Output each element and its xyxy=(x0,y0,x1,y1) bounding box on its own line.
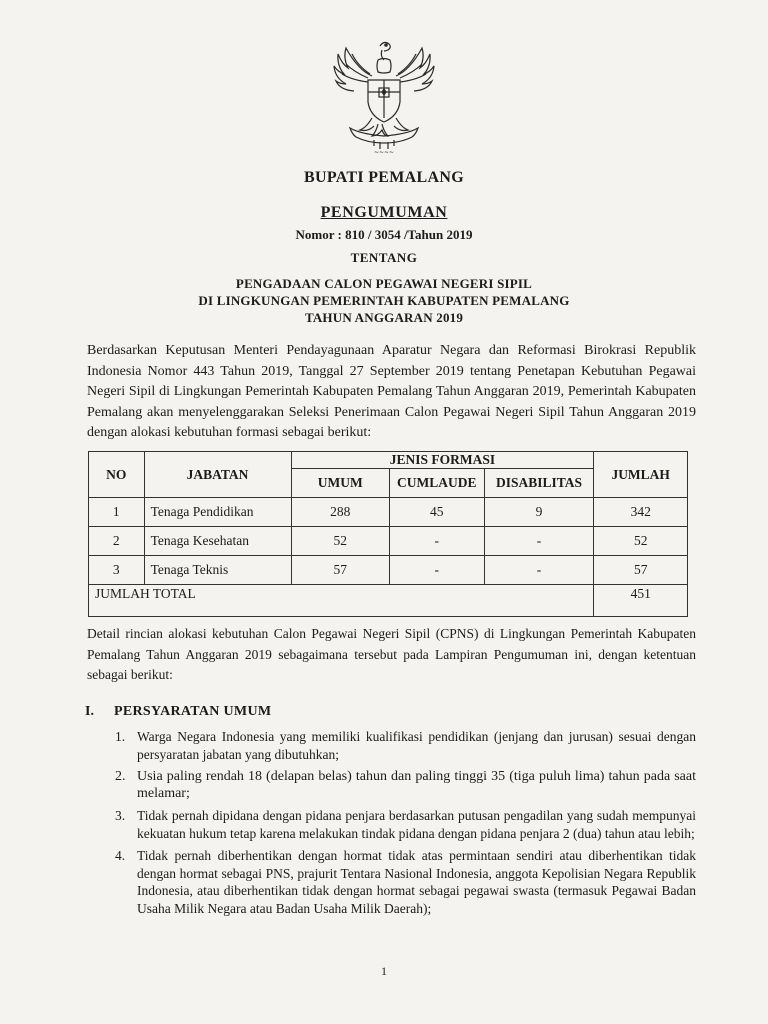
list-item xyxy=(110,768,696,804)
total-value: 451 xyxy=(594,585,688,617)
section-heading xyxy=(85,704,271,720)
about-label: TENTANG xyxy=(350,250,418,265)
table-row xyxy=(89,498,688,527)
section-title: PERSYARATAN UMUM xyxy=(114,704,272,719)
section-number: I. xyxy=(85,704,94,719)
subject-line-1: PENGADAAN CALON PEGAWAI NEGERI SIPIL xyxy=(235,276,533,291)
garuda-emblem-icon xyxy=(328,36,440,158)
detail-paragraph: Detail rincian alokasi kebutuhan Calon Pegawai Negeri Sipil (CPNS) di Lingkungan Pemerintah Kabupaten Pemalang Tahun Anggaran 2019 sebagaimana tersebut pada Lampiran Pengumuman ini, dengan ketentuan sebagai berikut: xyxy=(87,626,696,682)
authority-title: BUPATI PEMALANG xyxy=(304,169,464,186)
cell-disabilitas: 9 xyxy=(484,498,594,527)
item-number: 3. xyxy=(115,808,126,824)
item-number: 4. xyxy=(115,847,126,863)
cell-umum: 288 xyxy=(291,498,389,527)
subject-line-2: DI LINGKUNGAN PEMERINTAH KABUPATEN PEMALANG xyxy=(198,293,570,308)
cell-jumlah: 342 xyxy=(594,498,688,527)
subject-line-3: TAHUN ANGGARAN 2019 xyxy=(304,310,464,325)
cell-jumlah: 57 xyxy=(594,556,688,585)
cell-cumlaude: 45 xyxy=(389,498,484,527)
list-item xyxy=(110,728,696,764)
col-header-no: NO xyxy=(89,452,145,498)
page-number: 1 xyxy=(381,964,387,978)
list-item xyxy=(110,807,696,843)
item-number: 2. xyxy=(115,768,126,784)
cell-jabatan: Tenaga Teknis xyxy=(144,556,291,585)
requirements-list xyxy=(110,728,696,922)
cell-disabilitas: - xyxy=(484,527,594,556)
table-total-row xyxy=(89,585,688,617)
svg-text:~~~~: ~~~~ xyxy=(373,149,395,156)
col-header-umum: UMUM xyxy=(291,469,389,498)
col-header-jumlah: JUMLAH xyxy=(594,452,688,498)
item-text: Warga Negara Indonesia yang memiliki kualifikasi pendidikan (jenjang dan jurusan) sesuai dengan persyaratan jabatan yang dibutuhkan; xyxy=(137,729,696,762)
item-text: Tidak pernah dipidana dengan pidana penjara berdasarkan putusan pengadilan yang sudah mempunyai kekuatan hukum tetap karena melakukan tindak pidana dengan pidana penjara 2 (dua) tahun atau lebih; xyxy=(137,808,696,841)
col-header-cumlaude: CUMLAUDE xyxy=(389,469,484,498)
cell-jabatan: Tenaga Pendidikan xyxy=(144,498,291,527)
cell-umum: 52 xyxy=(291,527,389,556)
list-item xyxy=(110,847,696,918)
cell-no: 2 xyxy=(89,527,145,556)
cell-disabilitas: - xyxy=(484,556,594,585)
cell-jabatan: Tenaga Kesehatan xyxy=(144,527,291,556)
table-row xyxy=(89,527,688,556)
item-text: Usia paling rendah 18 (delapan belas) tahun dan paling tinggi 35 (tiga puluh lima) tahun pada saat melamar; xyxy=(137,768,696,802)
table-header-row xyxy=(89,452,688,469)
cell-no: 1 xyxy=(89,498,145,527)
formation-table xyxy=(88,451,688,617)
col-header-jabatan: JABATAN xyxy=(144,452,291,498)
intro-paragraph: Berdasarkan Keputusan Menteri Pendayagunaan Aparatur Negara dan Reformasi Birokrasi Republik Indonesia Nomor 443 Tahun 2019, Tanggal 27 September 2019 tentang Penetapan Kebutuhan Pegawai Negeri Sipil di Lingkungan Pemerintah Kabupaten Pemalang Tahun Anggaran 2019, Pemerintah Kabupaten Pemalang akan menyelenggarakan Seleksi Penerimaan Calon Pegawai Negeri Sipil Tahun Anggaran 2019 dengan alokasi kebutuhan formasi sebagai berikut: xyxy=(87,343,696,440)
total-label: JUMLAH TOTAL xyxy=(89,585,594,617)
cell-jumlah: 52 xyxy=(594,527,688,556)
col-header-jenis-formasi: JENIS FORMASI xyxy=(291,452,594,469)
cell-no: 3 xyxy=(89,556,145,585)
table-row xyxy=(89,556,688,585)
cell-cumlaude: - xyxy=(389,556,484,585)
document-type: PENGUMUMAN xyxy=(320,204,448,221)
document-number: Nomor : 810 / 3054 /Tahun 2019 xyxy=(295,227,473,242)
col-header-disabilitas: DISABILITAS xyxy=(484,469,594,498)
cell-umum: 57 xyxy=(291,556,389,585)
item-text: Tidak pernah diberhentikan dengan hormat tidak atas permintaan sendiri atau diberhentikan tidak dengan hormat sebagai PNS, prajurit Tentara Nasional Indonesia, anggota Kepolisian Negara Republik Indonesia, atau diberhentikan tidak dengan hormat sebagai pegawai swasta (termasuk Pegawai Badan Usaha Milik Negara atau Badan Usaha Milik Daerah); xyxy=(137,847,696,917)
item-number: 1. xyxy=(115,729,126,744)
cell-cumlaude: - xyxy=(389,527,484,556)
